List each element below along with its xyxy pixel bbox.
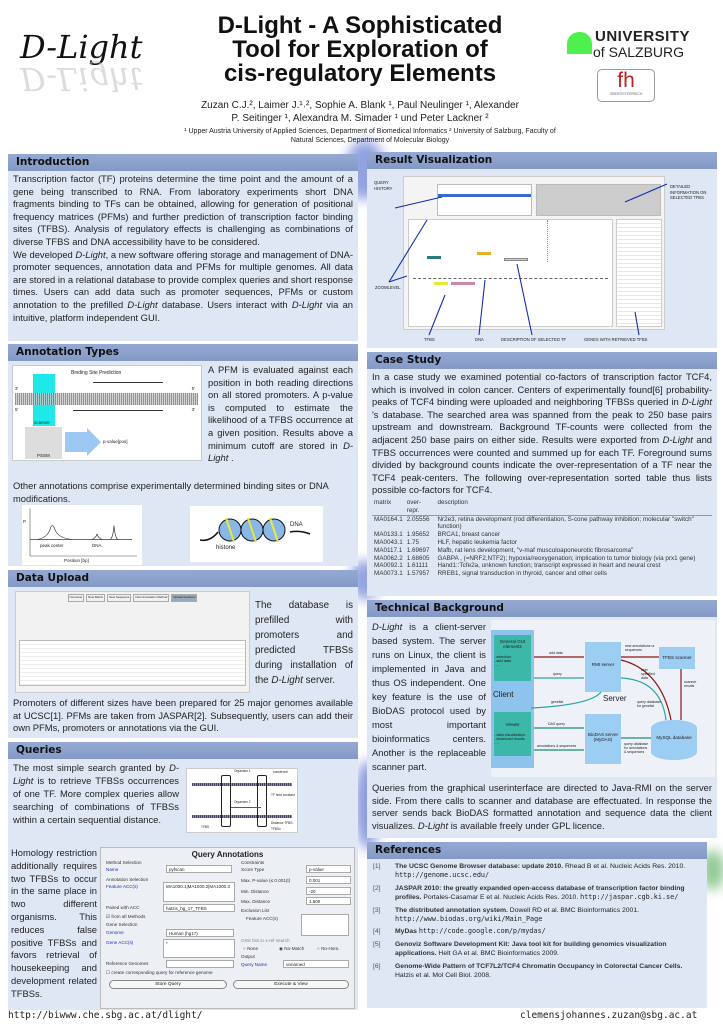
- software-name: D-Light: [681, 396, 712, 408]
- from-all-methods-checkbox[interactable]: ☑ from all Methods: [106, 914, 146, 919]
- arrow-forward: [93, 382, 163, 383]
- reference-item: [373, 906, 701, 925]
- text: via an intuitive, platform independent GUI.: [13, 298, 354, 323]
- introduction-section: [8, 154, 358, 341]
- reference-url[interactable]: http://genome.ucsc.edu/: [395, 871, 490, 880]
- reference-url[interactable]: http://code.google.com/p/mydas/: [418, 927, 546, 936]
- table-row: [372, 562, 712, 570]
- reference-body: [395, 927, 546, 936]
- over-repr-cell: 1.95652: [406, 531, 430, 539]
- text: server.: [302, 675, 336, 686]
- software-name: D-Light: [372, 621, 403, 632]
- box-items: - selection - add data - ...: [494, 655, 512, 667]
- over-repr-cell: 1.57957: [406, 570, 430, 578]
- pfm-text: [203, 362, 358, 467]
- description-cell: HLF, hepatic leukemia factor: [437, 538, 517, 546]
- introduction-text: [8, 171, 358, 326]
- label: TFBS: [201, 825, 210, 829]
- over-repr-cell: 1.69697: [406, 546, 430, 554]
- binding-site-prediction-figure: [12, 365, 202, 461]
- group-label: Exclusion List: [241, 908, 270, 913]
- tfbs-scanner-box: TFBS scanner: [659, 647, 695, 669]
- store-query-button[interactable]: Store Query: [109, 980, 227, 989]
- arrow-head: [87, 428, 101, 456]
- reference-list: [367, 862, 707, 980]
- reference-title: Genoviz Software Development Kit: Java tool kit for building genomics visualization applications.: [395, 940, 667, 958]
- callout-label: DETAILED INFORMATION ON SELECTED TFBS: [670, 184, 707, 200]
- description-cell: GABPA , (=NRF2,NTF2); hypoxia/reoxygenation; implication to tumor biology (via prx1 gene): [437, 554, 696, 562]
- text: 's database. The searched area was spanned from the peak to 250 base pairs upstream and downstream. Background TF-counts were collected from the adjacent 250 base pairs on either side. Results were exported from: [372, 408, 712, 445]
- conserved-box: [221, 775, 231, 827]
- radio-label: No-Hom.: [321, 946, 340, 951]
- tab[interactable]: New Sequence: [107, 594, 131, 602]
- peak-plot: [22, 505, 142, 565]
- matrix-cell: MA0073.1: [374, 570, 403, 578]
- mysql-database: MySQL database: [651, 720, 697, 760]
- table-header-row: [372, 499, 712, 515]
- reference-number: [4]: [373, 928, 381, 936]
- matrix-cell: MA0133.1: [374, 531, 403, 539]
- arrow-reverse: [73, 410, 163, 411]
- score-type-select[interactable]: p-value: [306, 865, 351, 873]
- d-light-logo-reflection: D-Light: [20, 60, 143, 98]
- over-repr-cell: 1.68605: [406, 554, 430, 562]
- group-label: Gene Selection: [106, 922, 138, 927]
- column-header: over-repr.: [405, 499, 436, 515]
- arrow-label: query database for annotations & sequences: [624, 742, 649, 754]
- matrix-cell: MA0043.1: [374, 538, 403, 546]
- field-label: Min. Distance: [241, 889, 269, 894]
- affiliations: ¹ Upper Austria University of Applied Sciences, Department of Biomedical Informatics ² University of Salzburg, Faculty of Natural Sciences, Department of Molecular Biology: [184, 128, 556, 144]
- label: 3': [15, 386, 19, 391]
- matrix-cell: MA0062.2: [374, 554, 403, 562]
- cofactor-table: [372, 499, 712, 578]
- x-axis-label: Position [bp]: [64, 558, 89, 563]
- matrix-cell: MA0117.1: [374, 546, 403, 554]
- technical-background-section: [367, 600, 717, 838]
- reference-title: The UCSC Genome Browser database: update 2010.: [395, 863, 564, 870]
- conserved-box: [257, 775, 267, 827]
- software-name: D-Light: [271, 675, 303, 686]
- pssm-label: PSSM: [37, 453, 50, 458]
- group-label: Method Selection: [106, 860, 142, 865]
- section-heading: Data Upload: [8, 570, 358, 587]
- exclusion-feature-input[interactable]: [301, 914, 349, 936]
- description-cell: Mafb, rat lens development, "v-maf musculoaponeurotic fibrosarcoma": [437, 546, 634, 554]
- case-study-text: [367, 369, 717, 499]
- paragraph: Transcription factor (TF) proteins determine the time point and the amount of a gene being transcribed to RNA. From laboratory experiments short DNA fragments binding to TFs can be obtained, allowing for generation of positional frequency matrices (PFMs) and further prediction of transcription factor binding sites (TFBS). Analysis of regulatory effects is challenging as combinations of diverse TFBS and DNA accessibility have to be considered.: [13, 173, 353, 247]
- feature-acc-input[interactable]: MA1000.1|MA1000.2|MA1000.3: [163, 882, 235, 902]
- field-label: Paired with ACC: [106, 905, 140, 910]
- result-visualization-section: [367, 152, 717, 348]
- field-label: Max. P-value (≤ 0.001(t): [241, 878, 291, 883]
- field-label: Query Name: [241, 962, 268, 967]
- column-header: description: [435, 499, 712, 515]
- reference-number: [2]: [373, 884, 381, 892]
- text: Queries from the graphical userinterface are directed to Java-RMI on the server side. From there calls to scanner and database are effectuated. In response the server sends back BioDAS formatted annotation and sequence data the client visualizes.: [372, 782, 712, 831]
- text: A PFM is evaluated against each position in both reading directions on all stored promoters. A p-value is computed to estimate the likelihood of a TFBS occurrence at a given position. Results above a minimum cutoff are stored in: [208, 364, 353, 451]
- dialog-title: Query Annotations: [191, 850, 264, 859]
- reference-body: [395, 906, 701, 925]
- peak-center-label: peak center: [40, 543, 64, 548]
- homology-figure: [186, 768, 298, 833]
- reference-number: [5]: [373, 940, 381, 948]
- text: .: [228, 452, 234, 464]
- upload-tabs: [16, 594, 249, 602]
- reference-citation: Helt GA et al. BMC Bioinformatics 2009.: [436, 950, 559, 958]
- description-cell: BRCA1, breast cancer: [437, 531, 501, 539]
- callout-label: QUERY HISTORY: [374, 180, 393, 191]
- section-heading: Technical Background: [367, 600, 717, 617]
- table-row: [372, 555, 712, 563]
- reference-item: [373, 862, 701, 881]
- histone-figure: [190, 506, 323, 562]
- text: is to retrieve TFBSs occurrences of one TF. More complex queries allow searching of combinations of TFBSs within a certain sequential distance.: [13, 775, 179, 825]
- reference-url[interactable]: http://www.biodas.org/wiki/Main_Page: [395, 915, 543, 924]
- title-line: Tool for Exploration of: [232, 36, 488, 63]
- checkbox-label: create corresponding query for reference genome: [111, 970, 213, 975]
- arrow-label: DAS query: [548, 722, 565, 726]
- reference-item: [373, 962, 701, 981]
- paragraph: [13, 249, 353, 325]
- label: 5': [15, 407, 19, 412]
- fh-logo: [597, 69, 655, 102]
- box-items: - data visualization - download results - ...: [494, 733, 526, 745]
- reference-number: [1]: [373, 863, 381, 870]
- text: database. Users interact with: [157, 298, 292, 310]
- section-heading: Annotation Types: [8, 344, 358, 361]
- case-study-section: [367, 352, 717, 596]
- arrow-label: scanner results: [684, 680, 697, 688]
- reference-url[interactable]: http://jaspar.cgb.ki.se/: [580, 893, 679, 902]
- dna-label: DNA: [92, 543, 102, 548]
- reference-citation: Dowell RD et al. BMC Bioinformatics 2001.: [507, 906, 639, 914]
- dna-sequence: [15, 393, 198, 405]
- table-row: [372, 539, 712, 547]
- contact-email[interactable]: clemensjohannes.zuzan@sbg.ac.at: [520, 1010, 698, 1021]
- gene-acc-input[interactable]: *: [163, 939, 235, 958]
- references-section: [367, 842, 707, 1008]
- arrow-label: add data: [549, 651, 563, 655]
- matrix-cell: MA0164.1: [374, 515, 403, 523]
- peak-figure: [22, 505, 142, 565]
- field-label: Genome: [106, 930, 124, 935]
- description-cell: Hand1::Tcfe2a, unknown function; transcript expressed in heart and neural crest: [437, 562, 661, 570]
- rmi-server-box: RMI server: [585, 642, 621, 692]
- client-label: Client: [493, 690, 514, 699]
- description-cell: Nr2e3, retina development (rod differentiation, S-cone pathway inhibition; molecular "switch" function): [437, 515, 694, 531]
- authors: [160, 99, 560, 125]
- reference-citation: Portales-Casamar E et al. Nucleic Acids Res. 2010.: [421, 894, 581, 902]
- poster-title: [160, 14, 560, 86]
- dna-strand: [192, 815, 292, 818]
- query-annotations-dialog: [100, 847, 355, 1009]
- pvalue-label: p-value[pos]: [103, 439, 128, 444]
- reference-item: [373, 884, 701, 903]
- column-header: matrix: [372, 499, 405, 515]
- label: conserved: [273, 770, 288, 774]
- salzburg-logo-text: UNIVERSITY: [595, 28, 691, 45]
- y-axis-label: P: [23, 519, 27, 524]
- label: 3': [191, 407, 195, 412]
- reference-genomes-select[interactable]: [166, 960, 234, 968]
- homology-text: Homology restriction additionally requires two TFBSs to occur in the same place in two different organisms. This reduces false positive TFBSs and favors retrieval of housekeeping and development related TFBSs.: [11, 847, 97, 999]
- reference-item: [373, 940, 701, 959]
- dna-label: DNA: [290, 522, 303, 528]
- execute-view-button[interactable]: Execute & View: [233, 980, 349, 989]
- label: Organism 2: [234, 800, 251, 804]
- field-label: Reference Genomes: [106, 961, 149, 966]
- method-name-select[interactable]: pyfscan: [166, 865, 232, 873]
- min-distance-input[interactable]: -20: [306, 887, 351, 895]
- promoters-text: Promoters of different sizes have been prepared for 25 major genomes available at UCSC[1]. PFMs are taken from JASPAR[2]. Subsequently, users can add their own PFMs, promoters or annotations via the GUI.: [13, 697, 353, 734]
- callout-lines: [367, 152, 717, 348]
- text: and TFBS occurrences were counted and summed up for each TF. Foreground sums divided by background counts indicate the over-representation of a TF near the TCF4 peak-centers. The following over-representation sorted table thus lists possible co-factors for TCF4.: [372, 433, 712, 496]
- box-label: General GUI elements: [499, 639, 526, 649]
- tech-text-bottom: [367, 780, 717, 834]
- over-repr-cell: 2.05556: [406, 515, 430, 523]
- arrow-shape: [65, 432, 87, 452]
- label: 5': [191, 386, 195, 391]
- tab[interactable]: New Matrix: [86, 594, 105, 602]
- reference-item: [373, 927, 701, 936]
- over-repr-cell: 1.61111: [406, 562, 429, 570]
- callout-label: DNA: [475, 337, 484, 342]
- other-annotations-text: Other annotations comprise experimentally determined binding sites or DNA modifications.: [13, 480, 329, 504]
- query-name-input[interactable]: unnamed: [283, 960, 349, 968]
- arrow-label: user specified data: [641, 668, 655, 680]
- radio-no-match[interactable]: ◉ No-Match: [279, 946, 305, 951]
- reference-number: [3]: [373, 906, 381, 914]
- section-heading: Case Study: [367, 352, 717, 369]
- genome-select[interactable]: Human (hg17): [166, 929, 234, 937]
- radio-none[interactable]: ○ None: [243, 946, 259, 951]
- text: The database is prefilled with promoters and predicted TFBSs during installation of the: [255, 600, 353, 686]
- section-heading: Queries: [8, 742, 358, 759]
- section-heading: References: [367, 842, 707, 859]
- text: The most simple search granted by: [13, 762, 170, 773]
- reference-title: The distributed annotation system.: [395, 906, 508, 914]
- arrow-label: genelist: [551, 700, 564, 704]
- arrow-label: new annotations or sequences: [625, 644, 655, 652]
- d-light-logo: D-Light: [20, 28, 143, 66]
- max-pvalue-input[interactable]: 0.001: [306, 876, 351, 884]
- software-name: D-Light: [417, 819, 449, 831]
- table-row: [372, 570, 712, 578]
- title-line: D-Light - A Sophisticated: [217, 12, 503, 39]
- upload-table: [19, 640, 246, 686]
- table-row: [372, 547, 712, 555]
- field-label: Feature ACC(s): [106, 884, 138, 889]
- salzburg-logo-text: of SALZBURG: [593, 44, 685, 60]
- tab[interactable]: New Annotation Method: [133, 594, 169, 602]
- group-label: Constraints: [241, 860, 265, 865]
- software-name: D-Light: [291, 298, 323, 310]
- label: Organism 1: [234, 769, 251, 773]
- callout-label: ZOOMLEVEL: [375, 285, 401, 290]
- software-name: D-Light: [208, 439, 353, 464]
- nucleosome-drawing: [190, 506, 323, 562]
- table-row: [372, 531, 712, 539]
- section-heading: Result Visualization: [367, 152, 717, 169]
- text: We developed: [13, 248, 76, 260]
- queries-text: [8, 759, 184, 828]
- authors-line: Zuzan C.J.², Laimer J.¹˒², Sophie A. Blank ¹, Paul Neulinger ¹, Alexander: [201, 100, 519, 111]
- arrow-label: annotations & sequences: [537, 744, 577, 748]
- reference-title: JASPAR 2010: the greatly expanded open-access database of transcription factor binding profiles.: [395, 884, 685, 902]
- histone-label: histone: [216, 545, 236, 551]
- text: is available freely under GPL licence.: [448, 819, 605, 831]
- diagram-arrows: [491, 620, 715, 777]
- section-heading: Introduction: [8, 154, 358, 171]
- data-upload-section: [8, 570, 358, 738]
- radio-label: None: [247, 946, 259, 951]
- arrow-label: query: [553, 672, 562, 676]
- architecture-diagram: [491, 620, 715, 777]
- project-url[interactable]: http://biwww.che.sbg.ac.at/dlight/: [8, 1010, 203, 1021]
- software-name: D-Light: [13, 762, 179, 786]
- tech-text: [367, 618, 491, 776]
- title-line: cis-regulatory Elements: [223, 60, 497, 87]
- upload-screenshot: [15, 591, 250, 693]
- create-ref-query-checkbox[interactable]: ☐ create corresponding query for reference genome: [106, 970, 213, 975]
- field-label: Name: [106, 867, 119, 872]
- tab[interactable]: Overview: [68, 594, 85, 602]
- software-name: D-Light: [662, 433, 693, 445]
- group-label: Output: [241, 954, 255, 959]
- server-label: Server: [603, 694, 627, 703]
- callout-label: TFBS: [424, 337, 435, 342]
- text: In a case study we examined potential co-factors of transcription factor TCF4, which is involved in colon cancer. Centers of experimentally found[6] probability-peaks of TCF4 binding were uploaded and neighboring TFBSs queried in: [372, 371, 712, 408]
- annotation-types-section: [8, 344, 358, 566]
- reference-body: [395, 862, 701, 881]
- database-text: [250, 596, 358, 690]
- callout-label: GENES WITH RETRIEVED TFBS: [584, 337, 648, 342]
- radio-label: No-Match: [284, 946, 305, 951]
- text: , a new software offering storage and management of DNA-promoter sequences, annotation data and PFMs for multiple genomes. All data are stored in a relational database to provide complex queries and short response times. Users can add data such as promoter sequences, PFMs or custom annotation to the prefilled: [13, 248, 354, 310]
- callout-label: DESCRIPTION OF SELECTED TF: [501, 337, 567, 342]
- fh-logo-text: fh: [617, 69, 635, 92]
- field-label: Max. Distance: [241, 899, 271, 904]
- software-name: D-Light: [75, 248, 106, 260]
- description-cell: RREB1, signal transduction in thyroid, cancer and other cells: [437, 570, 607, 578]
- tab[interactable]: Upload Features: [171, 594, 197, 602]
- group-label: Omit hits in x-ref search: [241, 938, 290, 943]
- reference-title: MyDas: [395, 928, 417, 936]
- reference-citation: Rhead B et al. Nucleic Acids Res. 2010.: [563, 863, 686, 870]
- field-label: Score Type: [241, 867, 265, 872]
- label: Distance TFBS-TFBSx: [271, 821, 294, 831]
- dna-strand: [192, 783, 292, 786]
- table-row: [372, 515, 712, 531]
- reference-body: [395, 940, 701, 959]
- field-label: Feature ACC(s): [246, 916, 278, 921]
- salzburg-logo-mark: [567, 32, 592, 54]
- checkbox-label: from all Methods: [111, 914, 146, 919]
- authors-line: P. Seitinger ¹, Alexandra M. Simader ¹ und Peter Lackner ²: [231, 113, 489, 124]
- field-label: Gene ACC(s): [106, 940, 134, 945]
- figure-title: Binding Site Prediction: [71, 370, 122, 376]
- fh-logo-sub: OBERÖSTERREICH: [609, 92, 643, 96]
- reference-title: Genome-Wide Pattern of TCF7L2/TCF4 Chromatin Occupancy in Colorectal Cancer Cells.: [395, 962, 683, 970]
- paired-acc-input[interactable]: hatzis_hg_17_TFBS: [163, 904, 235, 912]
- software-name: D-Light: [127, 298, 158, 310]
- radio-no-hom[interactable]: ○ No-Hom.: [317, 946, 340, 951]
- arrow-label: query database for genelist: [637, 700, 662, 708]
- reference-body: [395, 962, 701, 981]
- label: TF held constant: [271, 793, 295, 797]
- matrix-cell: MA0092.1: [374, 562, 403, 570]
- text: is a client-server based system. The server runs on Linux, the client is implemented in Java and thus OS independent. One key feature is the use of BioDAS protocol used by most important bioinformatics centers. Another is the replaceable scanner part.: [372, 621, 486, 772]
- over-repr-cell: 1.75: [406, 538, 419, 546]
- reference-number: [6]: [373, 962, 381, 970]
- distance-line: [231, 807, 261, 808]
- box-label: Viewer: [505, 722, 520, 727]
- scanner-label: scanner: [34, 420, 51, 425]
- group-label: Annotation Selection: [106, 877, 149, 882]
- biodas-server-box: BioDAS server (MyDAS): [585, 714, 621, 764]
- reference-body: [395, 884, 701, 903]
- max-distance-input[interactable]: 1.500: [306, 897, 351, 905]
- reference-citation: Hatzis et al. Mol Cell Biol. 2008.: [395, 972, 491, 980]
